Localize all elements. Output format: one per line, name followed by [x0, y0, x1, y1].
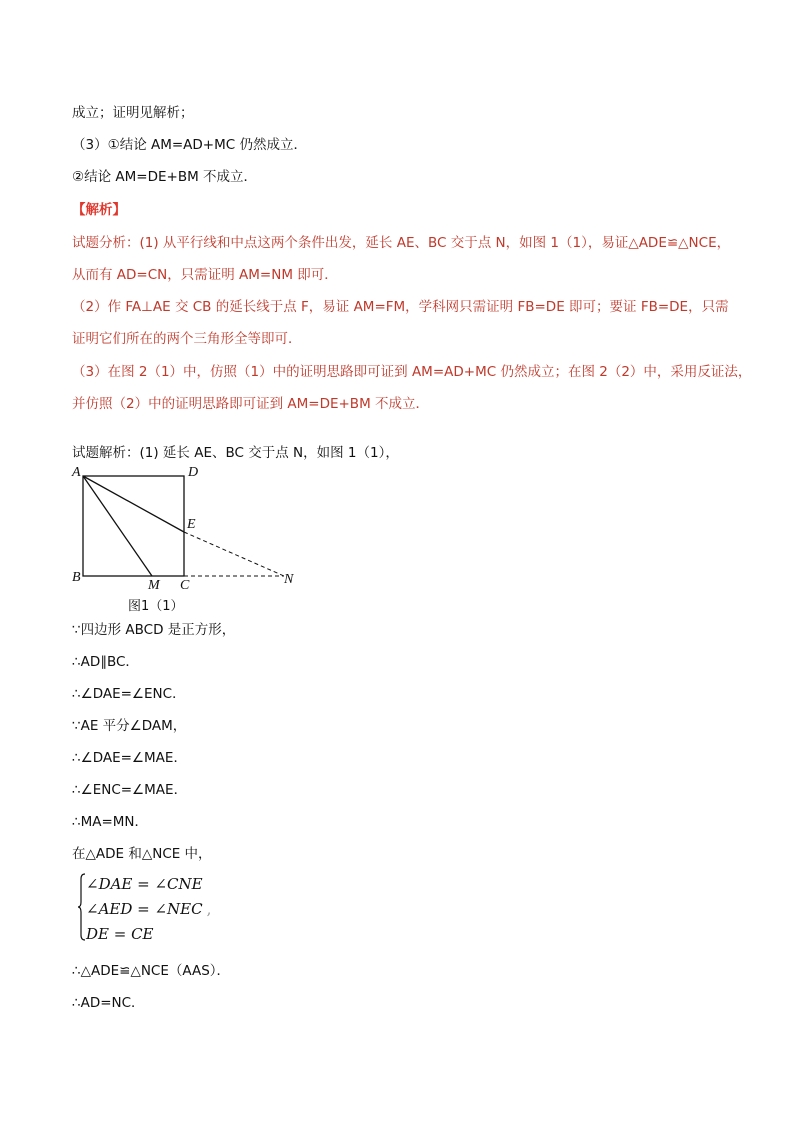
answer-line-1: 成立；证明见解析；: [72, 105, 194, 121]
proof-line-4: ∵AE 平分∠DAM，: [72, 718, 187, 734]
proof-line-8: 在△ADE 和△NCE 中，: [72, 846, 212, 862]
analysis-line-6: 并仿照（2）中的证明思路即可证到 AM=DE+BM 不成立．: [72, 396, 430, 412]
label-m: M: [148, 578, 160, 593]
left-brace: [78, 873, 86, 941]
solution-intro: 试题解析：(1) 延长 AE、BC 交于点 N，如图 1（1），: [72, 445, 399, 461]
dashed-en: [184, 532, 284, 576]
analysis-line-2: 从而有 AD=CN，只需证明 AM=NM 即可．: [72, 267, 338, 283]
system-eq-3: DE = CE: [86, 925, 154, 943]
figure-square-abcd: [66, 460, 306, 595]
analysis-heading: 【解析】: [72, 202, 126, 218]
system-eq-2: [86, 899, 211, 919]
analysis-line-5: （3）在图 2（1）中，仿照（1）中的证明思路即可证到 AM=AD+MC 仍然成立；在图 2（2）中，采用反证法，: [72, 364, 752, 380]
analysis-line-1: 试题分析：(1) 从平行线和中点这两个条件出发，延长 AE、BC 交于点 N，如图 1（1），易证△ADE≌△NCE，: [72, 235, 731, 251]
label-b: B: [72, 570, 81, 585]
proof-line-2: ∴AD∥BC．: [72, 654, 139, 670]
label-d: D: [188, 465, 199, 480]
proof-line-5: ∴∠DAE=∠MAE．: [72, 750, 187, 766]
system-comma: ,: [206, 900, 212, 918]
answer-line-3: ②结论 AM=DE+BM 不成立．: [72, 169, 258, 185]
proof-line-7: ∴MA=MN．: [72, 814, 149, 830]
label-n: N: [284, 572, 294, 587]
analysis-line-4: 证明它们所在的两个三角形全等即可．: [72, 331, 302, 347]
proof-line-1: ∵四边形 ABCD 是正方形，: [72, 622, 236, 638]
conclusion-line-2: ∴AD=NC．: [72, 995, 145, 1011]
label-a: A: [72, 465, 81, 480]
conclusion-line-1: ∴△ADE≌△NCE（AAS）．: [72, 963, 231, 979]
label-c: C: [180, 578, 190, 593]
segment-am: [83, 476, 152, 576]
system-eq-2-text: ∠AED = ∠NEC: [86, 900, 203, 918]
proof-line-6: ∴∠ENC=∠MAE．: [72, 782, 188, 798]
analysis-line-3: （2）作 FA⊥AE 交 CB 的延长线于点 F，易证 AM=FM，学科网只需证明 FB=DE 即可；要证 FB=DE，只需: [72, 299, 729, 315]
system-eq-1: ∠DAE = ∠CNE: [86, 875, 203, 893]
segment-ae: [83, 476, 184, 532]
square-abcd: [83, 476, 184, 576]
figure-caption: 图1（1）: [128, 599, 184, 614]
answer-line-2: （3）①结论 AM=AD+MC 仍然成立．: [72, 137, 307, 153]
label-e: E: [187, 517, 196, 532]
proof-line-3: ∴∠DAE=∠ENC．: [72, 686, 186, 702]
